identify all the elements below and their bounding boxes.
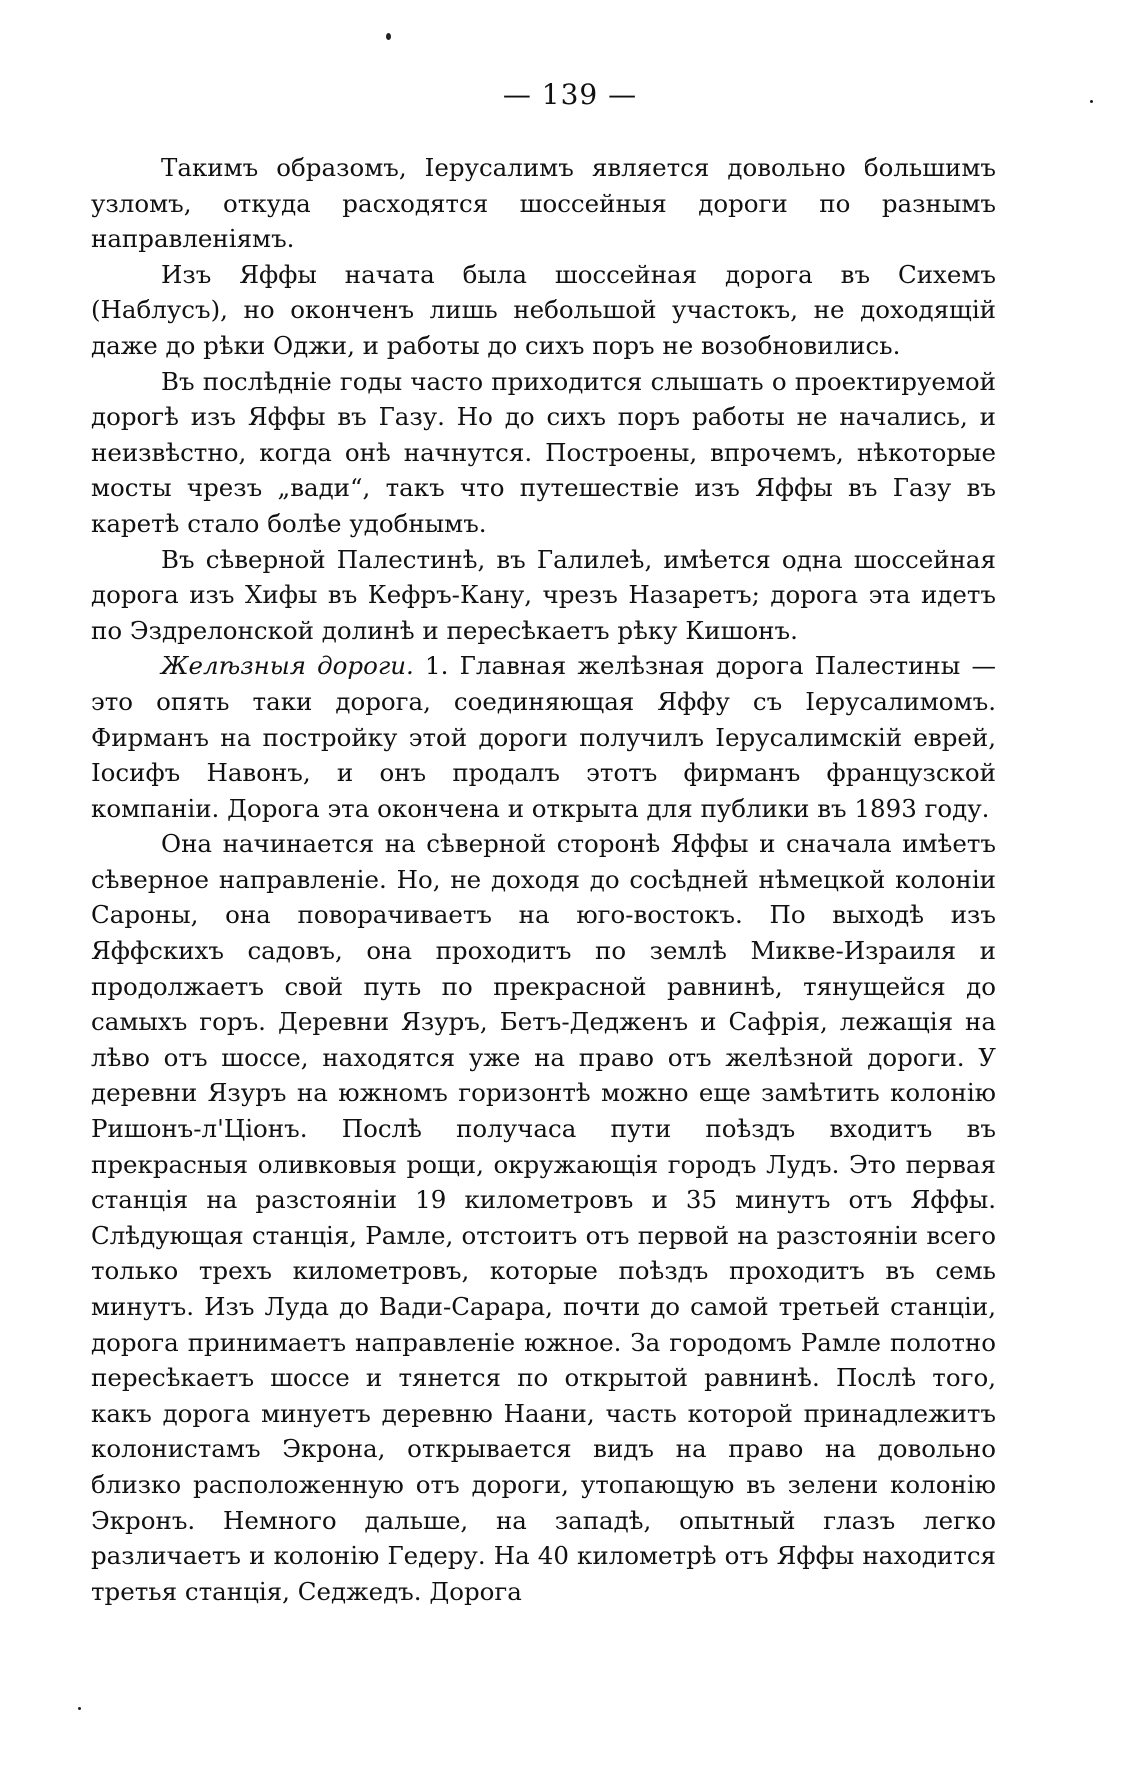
ink-speck [78, 1707, 81, 1710]
paragraph-text: Въ сѣверной Палестинѣ, въ Галилеѣ, имѣется одна шоссейная дорога изъ Хифы въ Кефръ-Кану, чрезъ Назаретъ; дорога эта идетъ по Эздрелонской долинѣ и пересѣкаетъ рѣку Кишонъ. [91, 544, 996, 645]
paragraph [91, 648, 996, 826]
paragraph [91, 364, 996, 542]
paragraph-text: Изъ Яффы начата была шоссейная дорога въ Сихемъ (Наблусъ), но оконченъ лишь небольшой участокъ, не доходящій даже до рѣки Оджи, и работы до сихъ поръ не возобновились. [91, 259, 996, 360]
page-number: — 139 — [502, 78, 638, 111]
paragraph-text: Она начинается на сѣверной сторонѣ Яффы и сначала имѣетъ сѣверное направленіе. Но, не доходя до сосѣдней нѣмецкой колоніи Сароны, она поворачиваетъ на юго-востокъ. По выходѣ изъ Яффскихъ садовъ, она проходитъ по землѣ Микве-Израиля и продолжаетъ свой путь по прекрасной равнинѣ, тянущейся до самыхъ горъ. Деревни Язуръ, Бетъ-Дедженъ и Сафрія, лежащія на лѣво отъ шоссе, находятся уже на право отъ желѣзной дороги. У деревни Язуръ на южномъ горизонтѣ можно еще замѣтить колонію Ришонъ-л'Ціонъ. Послѣ получаса пути поѣздъ входитъ въ прекрасныя оливковыя рощи, окружающія городъ Лудъ. Это первая станція на разстояніи 19 километровъ и 35 минутъ отъ Яффы. Слѣдующая станція, Рамле, отстоитъ отъ первой на разстояніи всего только трехъ километровъ, которые поѣздъ проходитъ въ семь минутъ. Изъ Луда до Вади-Сарара, почти до самой третьей станціи, дорога принимаетъ направленіе южное. За городомъ Рамле полотно пересѣкаетъ шоссе и тянется по открытой равнинѣ. Послѣ того, какъ дорога минуетъ деревню Наани, часть которой принадлежитъ колонистамъ Экрона, открывается видъ на право на довольно близко расположенную отъ дороги, утопающую въ зелени колонію Экронъ. Немного дальше, на западѣ, опытный глазъ легко различаетъ и колонію Гедеру. На 40 километрѣ отъ Яффы находится третья станція, Седжедъ. Дорога [91, 829, 996, 1606]
body-text [91, 150, 996, 1609]
paragraph [91, 542, 996, 649]
paragraph-text: Такимъ образомъ, Іерусалимъ является довольно большимъ узломъ, откуда расходятся шоссейныя дороги по разнымъ направленіямъ. [91, 153, 996, 254]
paragraph [91, 150, 996, 257]
paragraph [91, 826, 996, 1609]
paragraph [91, 257, 996, 364]
section-heading-italic: Желѣзныя дороги. [161, 651, 414, 681]
paragraph-text: 1. Главная желѣзная дорога Палестины — это опять таки дорога, соединяющая Яффу съ Іерусалимомъ. Фирманъ на постройку этой дороги получилъ Іерусалимскій еврей, Іосифъ Навонъ, и онъ продалъ этотъ фирманъ французской компаніи. Дорога эта окончена и открыта для публики въ 1893 году. [91, 651, 996, 823]
ink-speck [386, 33, 391, 40]
paragraph-text: Въ послѣдніе годы часто приходится слышать о проектируемой дорогѣ изъ Яффы въ Газу. Но до сихъ поръ работы не начались, и неизвѣстно, когда онѣ начнутся. Построены, впрочемъ, нѣкоторые мосты чрезъ „вади“, такъ что путешествіе изъ Яффы въ Газу въ каретѣ стало болѣе удобнымъ. [91, 366, 996, 538]
